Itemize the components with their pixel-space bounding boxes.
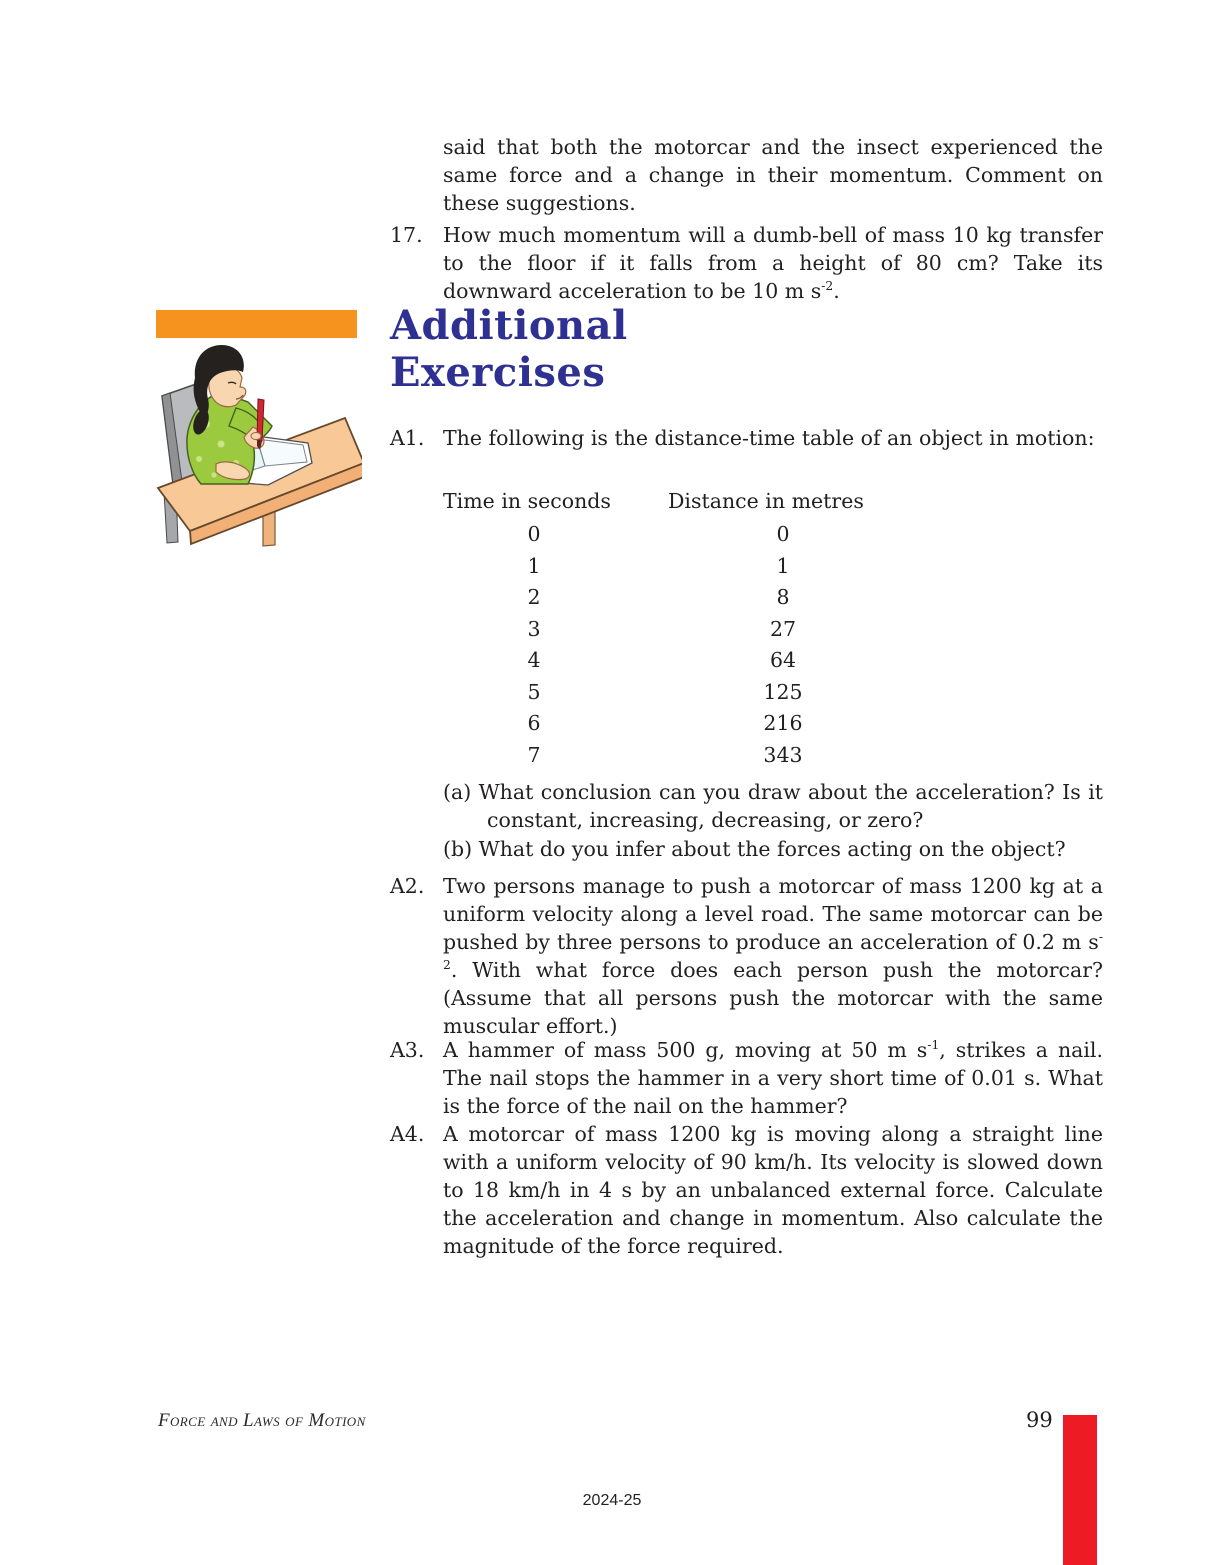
question-a4 xyxy=(390,1120,1103,1260)
question-a3-text-main: A hammer of mass 500 g, moving at 50 m s xyxy=(443,1038,928,1062)
girl-writing-illustration xyxy=(150,342,362,548)
table-row xyxy=(443,615,898,647)
question-a4-number: A4. xyxy=(390,1122,425,1146)
section-accent-bar xyxy=(156,310,357,338)
question-a1-text: The following is the distance-time table of an object in motion: xyxy=(443,426,1095,450)
question-17-number: 17. xyxy=(390,223,423,247)
question-a2-text-main: Two persons manage to push a motorcar of mass 1200 kg at a uniform velocity along a level road. The same motorcar can be pushed by three persons to produce an acceleration of 0.2 m s xyxy=(443,874,1103,954)
q16-continuation-text: said that both the motorcar and the insect experienced the same force and a change in their momentum. Comment on these suggestions. xyxy=(443,135,1103,215)
section-title-line2: Exercises xyxy=(390,349,606,396)
table-row xyxy=(443,520,898,552)
question-a1-sub-b: (b) What do you infer about the forces acting on the object? xyxy=(443,837,1066,861)
table-cell-time: 0 xyxy=(527,522,541,546)
table-row xyxy=(443,552,898,584)
table-header-row xyxy=(443,487,898,520)
question-a2 xyxy=(390,872,1103,1040)
shirt-flower xyxy=(211,472,216,477)
table-cell-time: 1 xyxy=(527,553,541,578)
page-edge-red-bar xyxy=(1063,1415,1097,1565)
question-a2-superscript: -2 xyxy=(443,930,1103,973)
table-cell-time: 2 xyxy=(527,585,541,609)
question-a1 xyxy=(390,424,1103,452)
table-header-time: Time in seconds xyxy=(443,489,611,513)
shirt-flower xyxy=(218,441,225,448)
table-row xyxy=(443,741,898,773)
question-a2-text xyxy=(443,872,1103,1040)
footer-chapter-title: Force and Laws of Motion xyxy=(158,1410,366,1431)
table-row xyxy=(443,709,898,741)
table-row xyxy=(443,678,898,710)
question-a3-superscript: -1 xyxy=(927,1038,940,1053)
question-17 xyxy=(390,221,1103,305)
table-row xyxy=(443,646,898,678)
question-17-superscript: -2 xyxy=(821,279,834,294)
question-17-text-main: How much momentum will a dumb-bell of mass 10 kg transfer to the floor if it falls from a height of 80 cm? Take its downward acceleration to be 10 m s xyxy=(443,223,1103,303)
table-cell-distance: 1 xyxy=(776,553,790,578)
shirt-flower xyxy=(196,456,202,462)
girl-finger xyxy=(251,433,261,440)
question-a2-text-end: . With what force does each person push the motorcar? (Assume that all persons push the motorcar with the same muscular effort.) xyxy=(443,958,1103,1038)
table-cell-distance: 27 xyxy=(769,616,797,641)
table-cell-time: 6 xyxy=(527,711,541,735)
table-cell-time: 4 xyxy=(527,648,541,672)
table-header-distance: Distance in metres xyxy=(668,489,864,513)
table-row xyxy=(443,583,898,615)
table-cell-distance: 8 xyxy=(776,585,790,609)
footer-page-number: 99 xyxy=(1026,1408,1053,1432)
section-title xyxy=(390,302,628,396)
section-title-line1: Additional xyxy=(390,302,628,349)
table-cell-distance: 343 xyxy=(763,742,803,767)
footer-year: 2024-25 xyxy=(582,1492,642,1509)
question-a3-text-end: , strikes a nail. The nail stops the hammer in a very short time of 0.01 s. What is the force of the nail on the hammer? xyxy=(443,1038,1103,1118)
question-a2-number: A2. xyxy=(390,874,425,898)
question-17-text xyxy=(443,221,1103,305)
question-a3-text xyxy=(443,1036,1103,1120)
question-17-text-end: . xyxy=(833,279,840,303)
table-cell-distance: 216 xyxy=(763,711,803,735)
question-a3 xyxy=(390,1036,1103,1120)
table-cell-distance: 64 xyxy=(769,648,797,672)
table-cell-distance: 125 xyxy=(763,679,803,704)
table-cell-time: 7 xyxy=(527,742,541,767)
table-cell-time: 5 xyxy=(527,679,541,704)
question-a1-number: A1. xyxy=(390,426,425,450)
question-a3-number: A3. xyxy=(390,1038,425,1062)
question-a1-sub-a: (a) What conclusion can you draw about the acceleration? Is it constant, increasing, decreasing, or zero? xyxy=(443,780,1103,832)
table-cell-distance: 0 xyxy=(776,522,790,546)
distance-time-table xyxy=(443,487,898,772)
table-cell-time: 3 xyxy=(527,616,541,641)
question-a4-text: A motorcar of mass 1200 kg is moving along a straight line with a uniform velocity of 90 km/h. Its velocity is slowed down to 18 km/h in 4 s by an unbalanced external force. Calculate the acceleration and change in momentum. Also calculate the magnitude of the force required. xyxy=(443,1122,1103,1258)
